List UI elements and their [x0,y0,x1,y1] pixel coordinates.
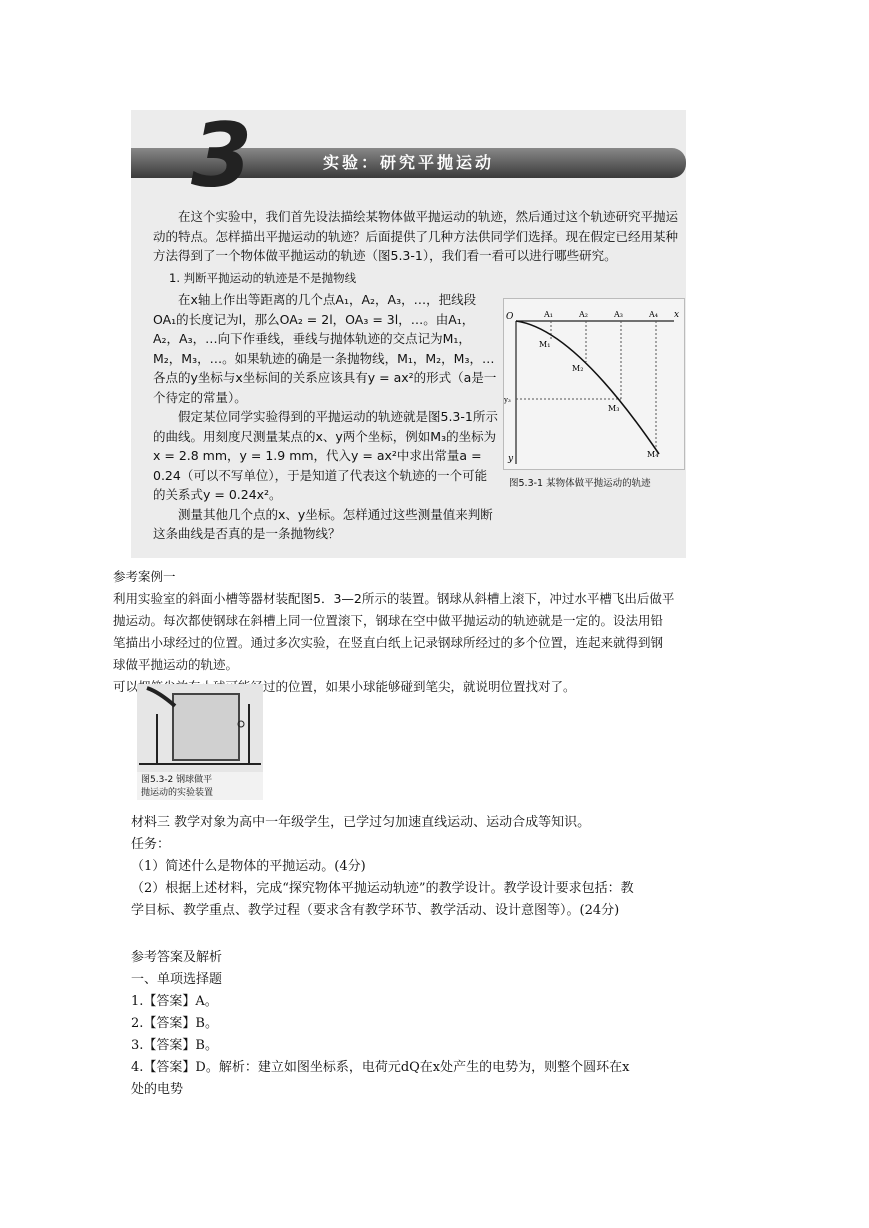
answers-section: 一、单项选择题 [131,972,223,987]
figure2-caption-line-1: 图5.3-2 钢球做平 [141,775,213,785]
case-heading: 参考案例一 [113,569,176,584]
case-line-1: 利用实验室的斜面小槽等器材装配图5．3—2所示的装置。钢球从斜槽上滚下，冲过水平槽飞出后做平 [113,591,675,606]
apparatus-figure [137,684,263,772]
y-axis-label: y [508,454,514,464]
task-label: 任务： [131,837,171,852]
y3-label: y₃ [504,396,511,404]
m4-label: M₄ [647,450,659,459]
case-line-4: 球做平抛运动的轨迹。 [113,657,239,672]
origin-label: O [506,312,514,322]
paragraph-1: 在x轴上作出等距离的几个点A₁，A₂，A₃，…，把线段OA₁的长度记为l，那么OA₂ = 2l，OA₃ = 3l，…。由A₁，A₂，A₃，…向下作垂线，垂线与抛体轨迹的交点记为M₁，M₂，M₃，…。如果轨迹的确是一条抛物线，M₁，M₂，M₃，…各点的y坐标与x坐标间的关系应该具有y = ax²的形式（a是一个待定的常量）。 [153,292,497,405]
question-1: （1）简述什么是物体的平抛运动。(4分) [131,859,366,874]
trajectory-figure [503,298,685,470]
paragraph-3: 测量其他几个点的x、y坐标。怎样通过这些测量值来判断这条曲线是否真的是一条抛物线？ [153,506,493,541]
a2-label: A₂ [579,310,588,319]
paragraph-2: 假定某位同学实验得到的平抛运动的轨迹就是图5.3-1所示的曲线。用刻度尺测量某点的x、y两个坐标，例如M₃的坐标为x = 2.8 mm，y = 1.9 mm，代入y = ax²中求出常量a = 0.24（可以不写单位），于是知道了代表这个轨迹的一个可能的关系式y = 0.24x²。 [153,409,498,502]
m3-label: M₃ [608,404,620,413]
section-subhead: 1. 判断平抛运动的轨迹是不是抛物线 [169,271,357,285]
answers-heading: 参考答案及解析 [131,950,223,965]
answer-3: 3.【答案】B。 [131,1038,218,1053]
left-column-text [153,290,498,544]
material-line: 材料三 教学对象为高中一年级学生，已学过匀加速直线运动、运动合成等知识。 [131,815,591,830]
textbook-scan [131,110,686,558]
answer-1: 1.【答案】A。 [131,994,218,1009]
m2-label: M₂ [572,364,584,373]
chapter-title: 实验：研究平抛运动 [322,153,494,172]
figure2-caption [137,772,263,800]
answer-2: 2.【答案】B。 [131,1016,218,1031]
answer-4-line-1: 4.【答案】D。解析：建立如图坐标系，电荷元dQ在x处产生的电势为，则整个圆环在x [131,1060,630,1075]
case-line-5: 可以把笔尖放在小球可能经过的位置，如果小球能够碰到笔尖，就说明位置找对了。 [113,679,576,694]
x-axis-label: x [674,310,680,320]
case-line-2: 抛运动。每次都使钢球在斜槽上同一位置滚下，钢球在空中做平抛运动的轨迹就是一定的。设法用铅 [113,613,664,628]
a4-label: A₄ [649,310,658,319]
question-2-line-2: 学目标、教学重点、教学过程（要求含有教学环节、教学活动、设计意图等）。(24分) [131,903,620,918]
m1-label: M₁ [539,340,551,349]
figure1-caption: 图5.3-1 某物体做平抛运动的轨迹 [509,478,651,489]
a1-label: A₁ [544,310,553,319]
chapter-number: 3 [191,110,253,207]
trajectory-curve [516,321,659,454]
question-2-line-1: （2）根据上述材料，完成“探究物体平抛运动轨迹”的教学设计。教学设计要求包括：教 [131,881,634,896]
case-line-3: 笔描出小球经过的位置。通过多次实验，在竖直白纸上记录钢球所经过的多个位置，连起来就得到钢 [113,635,664,650]
a3-label: A₃ [614,310,623,319]
intro-paragraph: 在这个实验中，我们首先设法描绘某物体做平抛运动的轨迹，然后通过这个轨迹研究平抛运动的特点。怎样描出平抛运动的轨迹？后面提供了几种方法供同学们选择。现在假定已经用某种方法得到了一个物体做平抛运动的轨迹（图5.3-1），我们看一看可以进行哪些研究。 [153,209,679,263]
answer-4-line-2: 处的电势 [131,1082,184,1097]
figure2-caption-line-2: 抛运动的实验装置 [141,788,214,798]
